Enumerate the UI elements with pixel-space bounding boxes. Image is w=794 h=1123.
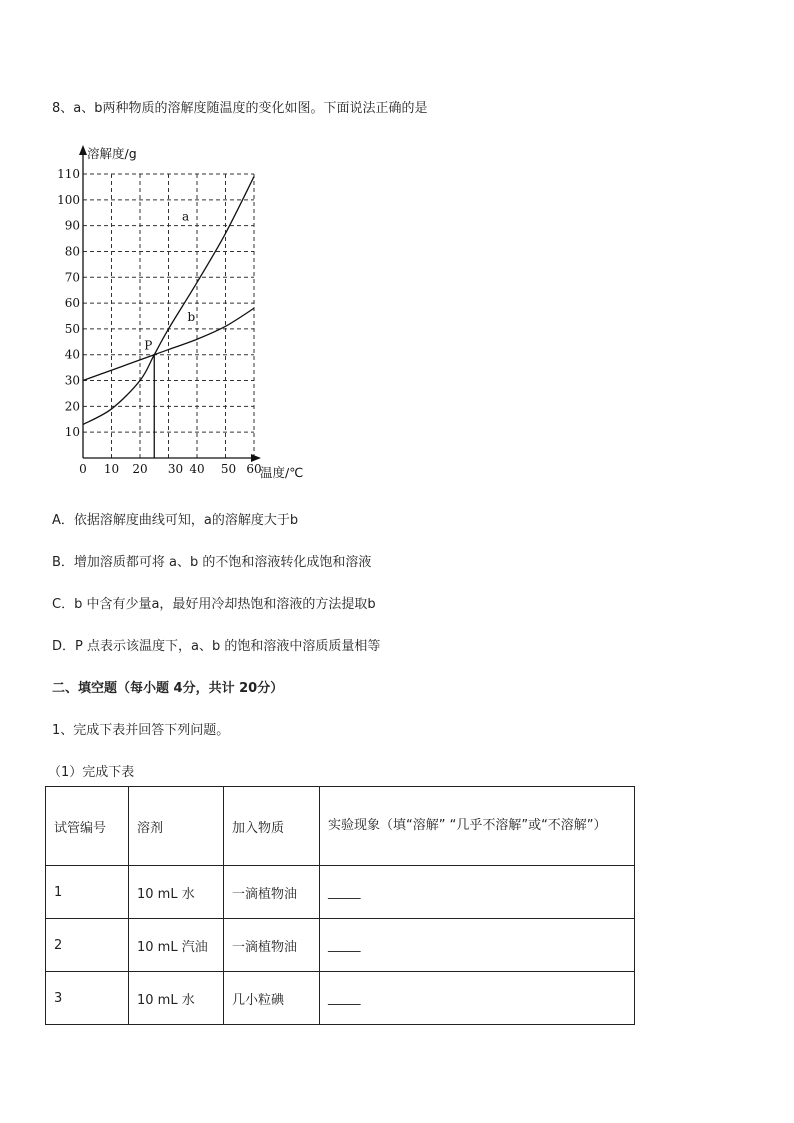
table-row: [46, 866, 635, 919]
series-b-label: b: [187, 310, 196, 325]
y-tick-label: 20: [64, 399, 80, 414]
table-cell: 一滴植物油: [224, 919, 320, 972]
y-tick-label: 100: [57, 192, 80, 207]
x-tick-label: 20: [132, 462, 148, 476]
y-tick-label: 60: [64, 296, 80, 311]
table-header-cell: 实验现象（填“溶解” “几乎不溶解”或“不溶解”）: [320, 787, 635, 866]
experiment-table: [45, 786, 635, 1025]
table-cell: 几小粒碘: [224, 972, 320, 1025]
y-tick-label: 30: [64, 373, 80, 388]
answer-blank[interactable]: _____: [320, 972, 635, 1025]
table-cell: 10 mL 水: [129, 972, 224, 1025]
y-tick-label: 80: [64, 244, 80, 259]
x-tick-label: 50: [220, 462, 237, 476]
section-heading: 二、填空题（每小题 4分，共计 20分）: [52, 681, 284, 696]
table-row: [46, 972, 635, 1025]
table-cell: 10 mL 汽油: [129, 919, 224, 972]
series-a-label: a: [182, 209, 190, 224]
answer-blank[interactable]: _____: [320, 866, 635, 919]
x-tick-label: 40: [189, 462, 205, 476]
x-axis-label: 温度/℃: [260, 465, 304, 480]
y-tick-label: 40: [64, 347, 80, 362]
option-a: A．依据溶解度曲线可知，a的溶解度大于b: [52, 513, 299, 528]
x-tick-label: 10: [103, 462, 120, 476]
table-cell: 3: [46, 972, 129, 1025]
y-axis-arrow: [79, 145, 87, 155]
table-row: [46, 919, 635, 972]
question-8-stem: 8、a、b两种物质的溶解度随温度的变化如图。下面说法正确的是: [52, 101, 428, 116]
table-cell: 1: [46, 866, 129, 919]
y-tick-label: 90: [64, 218, 80, 233]
table-header-cell: 溶剂: [129, 787, 224, 866]
x-tick-label: 30: [167, 462, 184, 476]
table-cell: 10 mL 水: [129, 866, 224, 919]
option-b: B．增加溶质都可将 a、b 的不饱和溶液转化成饱和溶液: [52, 555, 372, 570]
point-p-label: P: [144, 338, 153, 353]
table-header-row: [46, 787, 635, 866]
y-axis-label: 溶解度/g: [87, 146, 137, 161]
table-header-cell: 加入物质: [224, 787, 320, 866]
y-tick-label: 70: [64, 270, 80, 285]
chart-ticks: [57, 167, 262, 476]
table-header-cell: 试管编号: [46, 787, 129, 866]
table-cell: 2: [46, 919, 129, 972]
y-tick-label: 50: [64, 321, 80, 336]
table-cell: 一滴植物油: [224, 866, 320, 919]
question-1: 1、完成下表并回答下列问题。: [52, 723, 230, 738]
y-tick-label: 10: [64, 425, 80, 440]
option-d: D．P 点表示该温度下，a、b 的饱和溶液中溶质质量相等: [52, 639, 381, 654]
subquestion-1: （1）完成下表: [48, 765, 135, 780]
x-axis-arrow: [251, 454, 261, 462]
x-tick-label: 0: [79, 462, 87, 476]
answer-blank[interactable]: _____: [320, 919, 635, 972]
y-tick-label: 110: [57, 167, 80, 181]
x-tick-label: 60: [246, 462, 262, 476]
chart-grid: [83, 174, 254, 458]
solubility-chart: [50, 140, 320, 485]
option-c: C．b 中含有少量a，最好用冷却热饱和溶液的方法提取b: [52, 597, 376, 612]
